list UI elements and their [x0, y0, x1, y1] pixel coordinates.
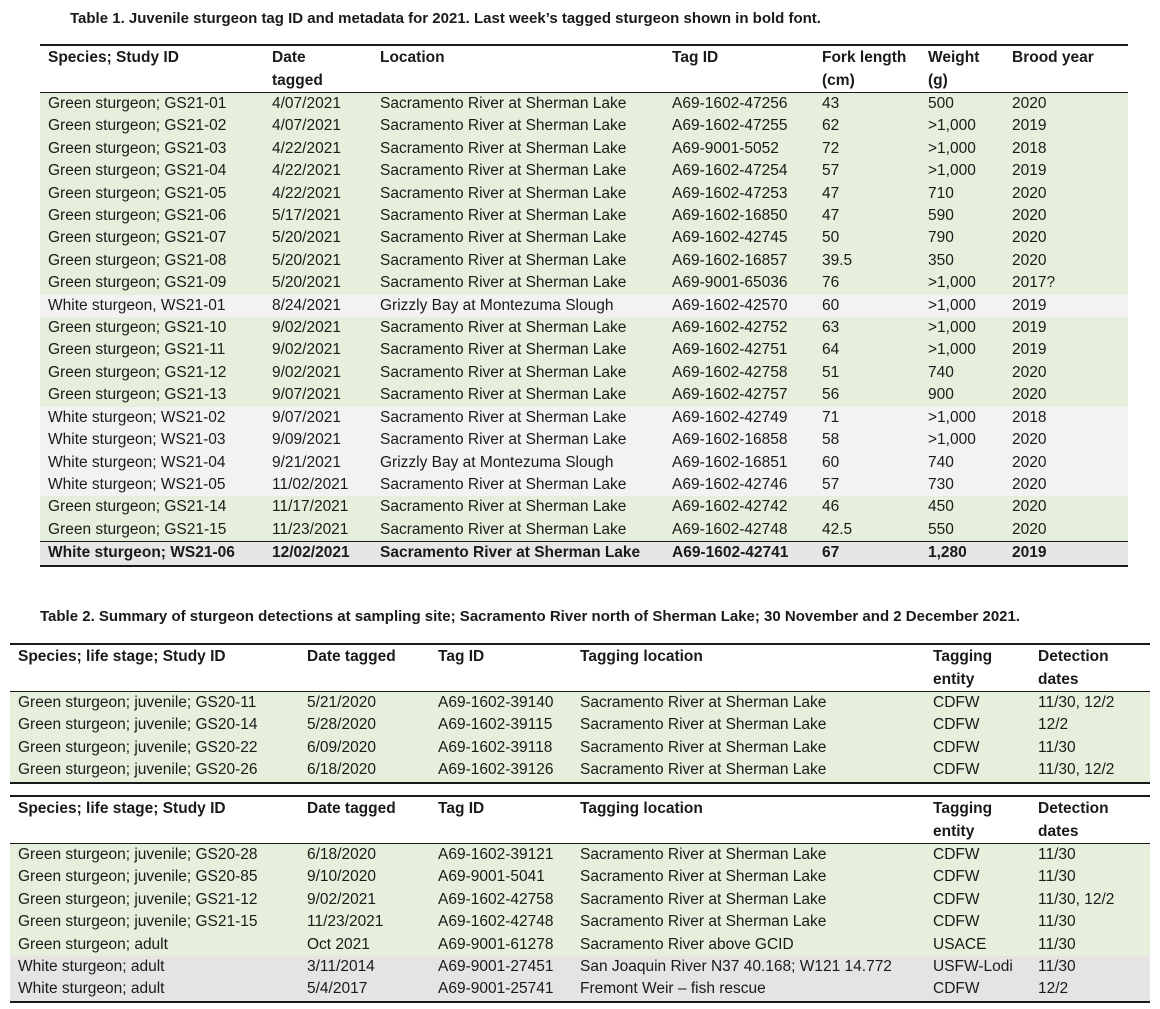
- cell-tag: A69-1602-42752: [664, 317, 814, 339]
- header-weight: Weight (g): [920, 45, 1004, 93]
- header-tagging-entity: Tagging entity: [925, 796, 1030, 844]
- cell-tag: A69-1602-47255: [664, 115, 814, 137]
- cell-fork: 43: [814, 93, 920, 116]
- cell-tag: A69-1602-16851: [664, 452, 814, 474]
- table-row: [10, 889, 1150, 911]
- cell-weight: >1,000: [920, 295, 1004, 317]
- table-row: [40, 362, 1128, 384]
- cell-fork: 56: [814, 384, 920, 406]
- cell-tag: A69-1602-42748: [664, 519, 814, 542]
- table-row: [10, 866, 1150, 888]
- table-row: [10, 759, 1150, 782]
- cell-dates: 11/30: [1030, 844, 1150, 867]
- cell-species: White sturgeon, WS21-01: [40, 295, 264, 317]
- cell-species: Green sturgeon; GS21-10: [40, 317, 264, 339]
- cell-date: 4/07/2021: [264, 93, 372, 116]
- cell-species: Green sturgeon; GS21-01: [40, 93, 264, 116]
- cell-species: Green sturgeon; GS21-08: [40, 250, 264, 272]
- cell-tag: A69-1602-39118: [430, 737, 572, 759]
- header-date-tagged: Date tagged: [299, 796, 430, 844]
- cell-weight: 1,280: [920, 542, 1004, 566]
- cell-location: Sacramento River at Sherman Lake: [372, 183, 664, 205]
- cell-species: Green sturgeon; GS21-12: [40, 362, 264, 384]
- cell-fork: 67: [814, 542, 920, 566]
- cell-weight: 590: [920, 205, 1004, 227]
- header-date-tagged: Date tagged: [299, 644, 430, 692]
- cell-species: Green sturgeon; GS21-14: [40, 496, 264, 518]
- cell-tag: A69-1602-42757: [664, 384, 814, 406]
- cell-entity: USFW-Lodi: [925, 956, 1030, 978]
- cell-date: 4/22/2021: [264, 160, 372, 182]
- cell-brood: 2020: [1004, 93, 1128, 116]
- cell-weight: >1,000: [920, 317, 1004, 339]
- cell-brood: 2020: [1004, 452, 1128, 474]
- cell-date: Oct 2021: [299, 934, 430, 956]
- cell-fork: 57: [814, 474, 920, 496]
- cell-species: Green sturgeon; GS21-15: [40, 519, 264, 542]
- cell-brood: 2017?: [1004, 272, 1128, 294]
- cell-fork: 64: [814, 339, 920, 361]
- cell-location: Sacramento River at Sherman Lake: [372, 227, 664, 249]
- cell-fork: 63: [814, 317, 920, 339]
- table-row: [10, 714, 1150, 736]
- header-species-stage: Species; life stage; Study ID: [10, 796, 299, 844]
- cell-tag: A69-1602-42746: [664, 474, 814, 496]
- cell-species: White sturgeon; WS21-05: [40, 474, 264, 496]
- table-row: [40, 429, 1128, 451]
- cell-brood: 2018: [1004, 138, 1128, 160]
- header-brood-year: Brood year: [1004, 45, 1128, 93]
- cell-species: Green sturgeon; juvenile; GS20-22: [10, 737, 299, 759]
- cell-location: Sacramento River at Sherman Lake: [372, 362, 664, 384]
- cell-tag: A69-1602-39115: [430, 714, 572, 736]
- cell-entity: USACE: [925, 934, 1030, 956]
- cell-date: 9/10/2020: [299, 866, 430, 888]
- cell-date: 5/20/2021: [264, 227, 372, 249]
- cell-location: Sacramento River at Sherman Lake: [372, 205, 664, 227]
- cell-date: 3/11/2014: [299, 956, 430, 978]
- header-tag-id: Tag ID: [430, 796, 572, 844]
- table-row: [40, 250, 1128, 272]
- cell-location: Sacramento River at Sherman Lake: [372, 160, 664, 182]
- cell-tag: A69-1602-42570: [664, 295, 814, 317]
- cell-brood: 2020: [1004, 227, 1128, 249]
- table-row: [10, 956, 1150, 978]
- table-row: [10, 978, 1150, 1001]
- cell-location: Sacramento River at Sherman Lake: [372, 474, 664, 496]
- cell-date: 9/07/2021: [264, 407, 372, 429]
- cell-date: 5/4/2017: [299, 978, 430, 1001]
- cell-weight: >1,000: [920, 160, 1004, 182]
- table-row: [40, 384, 1128, 406]
- cell-date: 4/22/2021: [264, 138, 372, 160]
- table-row: [40, 272, 1128, 294]
- cell-tag: A69-1602-16850: [664, 205, 814, 227]
- cell-fork: 72: [814, 138, 920, 160]
- header-fork-length: Fork length (cm): [814, 45, 920, 93]
- cell-location: Sacramento River at Sherman Lake: [372, 250, 664, 272]
- table-row: [40, 93, 1128, 116]
- cell-location: Sacramento River at Sherman Lake: [372, 542, 664, 566]
- cell-fork: 58: [814, 429, 920, 451]
- cell-brood: 2020: [1004, 205, 1128, 227]
- cell-brood: 2019: [1004, 542, 1128, 566]
- cell-location: Sacramento River at Sherman Lake: [372, 496, 664, 518]
- table-row: [40, 295, 1128, 317]
- cell-location: Sacramento River at Sherman Lake: [572, 844, 925, 867]
- header-tag-id: Tag ID: [430, 644, 572, 692]
- cell-date: 11/02/2021: [264, 474, 372, 496]
- cell-dates: 12/2: [1030, 714, 1150, 736]
- cell-brood: 2019: [1004, 115, 1128, 137]
- table-row: [40, 519, 1128, 542]
- cell-date: 5/20/2021: [264, 272, 372, 294]
- cell-species: White sturgeon; adult: [10, 978, 299, 1001]
- cell-date: 5/21/2020: [299, 692, 430, 715]
- cell-tag: A69-1602-42745: [664, 227, 814, 249]
- header-tagging-location: Tagging location: [572, 644, 925, 692]
- cell-dates: 12/2: [1030, 978, 1150, 1001]
- cell-weight: 500: [920, 93, 1004, 116]
- cell-date: 8/24/2021: [264, 295, 372, 317]
- cell-tag: A69-1602-42741: [664, 542, 814, 566]
- cell-tag: A69-1602-39140: [430, 692, 572, 715]
- cell-species: White sturgeon; adult: [10, 956, 299, 978]
- cell-tag: A69-1602-42749: [664, 407, 814, 429]
- cell-brood: 2020: [1004, 362, 1128, 384]
- cell-tag: A69-9001-25741: [430, 978, 572, 1001]
- cell-species: Green sturgeon; juvenile; GS20-28: [10, 844, 299, 867]
- cell-date: 11/23/2021: [264, 519, 372, 542]
- cell-location: Sacramento River at Sherman Lake: [572, 714, 925, 736]
- cell-tag: A69-9001-27451: [430, 956, 572, 978]
- table-row: [10, 692, 1150, 715]
- cell-tag: A69-1602-42758: [430, 889, 572, 911]
- cell-weight: >1,000: [920, 407, 1004, 429]
- cell-tag: A69-1602-42748: [430, 911, 572, 933]
- cell-weight: >1,000: [920, 115, 1004, 137]
- cell-date: 9/02/2021: [264, 339, 372, 361]
- cell-brood: 2019: [1004, 317, 1128, 339]
- cell-tag: A69-1602-47256: [664, 93, 814, 116]
- table-row: [40, 227, 1128, 249]
- cell-species: Green sturgeon; juvenile; GS20-85: [10, 866, 299, 888]
- table-row: [40, 183, 1128, 205]
- cell-date: 9/07/2021: [264, 384, 372, 406]
- table-row: [40, 542, 1128, 566]
- cell-location: Grizzly Bay at Montezuma Slough: [372, 452, 664, 474]
- cell-location: Sacramento River at Sherman Lake: [372, 93, 664, 116]
- cell-dates: 11/30: [1030, 737, 1150, 759]
- cell-weight: >1,000: [920, 138, 1004, 160]
- cell-tag: A69-1602-47254: [664, 160, 814, 182]
- header-tagging-entity: Tagging entity: [925, 644, 1030, 692]
- cell-species: Green sturgeon; juvenile; GS21-15: [10, 911, 299, 933]
- header-detection-dates: Detection dates: [1030, 796, 1150, 844]
- cell-tag: A69-1602-47253: [664, 183, 814, 205]
- header-species: Species; Study ID: [40, 45, 264, 93]
- cell-date: 9/02/2021: [264, 362, 372, 384]
- cell-species: Green sturgeon; GS21-07: [40, 227, 264, 249]
- cell-dates: 11/30: [1030, 956, 1150, 978]
- cell-entity: CDFW: [925, 692, 1030, 715]
- cell-fork: 39.5: [814, 250, 920, 272]
- cell-species: Green sturgeon; GS21-02: [40, 115, 264, 137]
- cell-entity: CDFW: [925, 889, 1030, 911]
- cell-location: Sacramento River at Sherman Lake: [372, 519, 664, 542]
- detections-table-part1: [10, 643, 1150, 784]
- cell-location: Sacramento River at Sherman Lake: [572, 759, 925, 782]
- table-row: [40, 317, 1128, 339]
- table-row: [40, 138, 1128, 160]
- table-row: [40, 115, 1128, 137]
- cell-date: 4/22/2021: [264, 183, 372, 205]
- cell-tag: A69-1602-39126: [430, 759, 572, 782]
- cell-weight: 790: [920, 227, 1004, 249]
- cell-location: Sacramento River at Sherman Lake: [372, 407, 664, 429]
- cell-dates: 11/30, 12/2: [1030, 692, 1150, 715]
- cell-brood: 2019: [1004, 339, 1128, 361]
- cell-location: Sacramento River at Sherman Lake: [572, 889, 925, 911]
- cell-location: Sacramento River at Sherman Lake: [372, 339, 664, 361]
- header-tag-id: Tag ID: [664, 45, 814, 93]
- cell-weight: >1,000: [920, 429, 1004, 451]
- cell-entity: CDFW: [925, 844, 1030, 867]
- cell-fork: 60: [814, 452, 920, 474]
- cell-date: 9/02/2021: [299, 889, 430, 911]
- tag-metadata-table: [40, 44, 1128, 567]
- table-row: [40, 474, 1128, 496]
- cell-brood: 2020: [1004, 496, 1128, 518]
- cell-fork: 42.5: [814, 519, 920, 542]
- cell-species: Green sturgeon; GS21-06: [40, 205, 264, 227]
- header-species-stage: Species; life stage; Study ID: [10, 644, 299, 692]
- table1-caption: Table 1. Juvenile sturgeon tag ID and metadata for 2021. Last week’s tagged sturgeon shown in bold font.: [70, 10, 821, 27]
- header-tagging-location: Tagging location: [572, 796, 925, 844]
- cell-tag: A69-9001-5052: [664, 138, 814, 160]
- cell-species: Green sturgeon; GS21-13: [40, 384, 264, 406]
- cell-brood: 2018: [1004, 407, 1128, 429]
- cell-weight: 900: [920, 384, 1004, 406]
- cell-species: Green sturgeon; GS21-03: [40, 138, 264, 160]
- cell-entity: CDFW: [925, 978, 1030, 1001]
- cell-tag: A69-9001-5041: [430, 866, 572, 888]
- cell-date: 12/02/2021: [264, 542, 372, 566]
- header-detection-dates: Detection dates: [1030, 644, 1150, 692]
- table-row: [10, 934, 1150, 956]
- cell-brood: 2020: [1004, 384, 1128, 406]
- cell-tag: A69-9001-61278: [430, 934, 572, 956]
- cell-fork: 51: [814, 362, 920, 384]
- header-date-tagged: Date tagged: [264, 45, 372, 93]
- cell-date: 9/09/2021: [264, 429, 372, 451]
- table-row: [40, 452, 1128, 474]
- table-row: [40, 205, 1128, 227]
- cell-fork: 76: [814, 272, 920, 294]
- cell-entity: CDFW: [925, 737, 1030, 759]
- cell-fork: 46: [814, 496, 920, 518]
- cell-date: 5/17/2021: [264, 205, 372, 227]
- cell-species: Green sturgeon; GS21-11: [40, 339, 264, 361]
- cell-location: Sacramento River at Sherman Lake: [372, 429, 664, 451]
- cell-date: 11/23/2021: [299, 911, 430, 933]
- cell-species: Green sturgeon; GS21-04: [40, 160, 264, 182]
- cell-entity: CDFW: [925, 911, 1030, 933]
- cell-species: Green sturgeon; juvenile; GS20-14: [10, 714, 299, 736]
- cell-entity: CDFW: [925, 759, 1030, 782]
- cell-tag: A69-1602-42758: [664, 362, 814, 384]
- table-row: [40, 160, 1128, 182]
- cell-brood: 2019: [1004, 160, 1128, 182]
- cell-brood: 2020: [1004, 519, 1128, 542]
- cell-tag: A69-1602-42751: [664, 339, 814, 361]
- cell-brood: 2019: [1004, 295, 1128, 317]
- cell-species: Green sturgeon; juvenile; GS20-26: [10, 759, 299, 782]
- detections-table-part2: [10, 795, 1150, 1003]
- cell-fork: 47: [814, 183, 920, 205]
- cell-fork: 57: [814, 160, 920, 182]
- cell-dates: 11/30, 12/2: [1030, 889, 1150, 911]
- cell-location: Sacramento River at Sherman Lake: [372, 317, 664, 339]
- cell-species: Green sturgeon; juvenile; GS20-11: [10, 692, 299, 715]
- cell-tag: A69-1602-16858: [664, 429, 814, 451]
- cell-tag: A69-1602-16857: [664, 250, 814, 272]
- cell-species: Green sturgeon; GS21-05: [40, 183, 264, 205]
- table-row: [40, 496, 1128, 518]
- cell-location: Fremont Weir – fish rescue: [572, 978, 925, 1001]
- cell-fork: 60: [814, 295, 920, 317]
- cell-species: Green sturgeon; juvenile; GS21-12: [10, 889, 299, 911]
- table-row: [40, 407, 1128, 429]
- cell-brood: 2020: [1004, 429, 1128, 451]
- cell-date: 5/20/2021: [264, 250, 372, 272]
- cell-date: 9/21/2021: [264, 452, 372, 474]
- cell-brood: 2020: [1004, 250, 1128, 272]
- cell-weight: 740: [920, 452, 1004, 474]
- cell-location: Sacramento River at Sherman Lake: [372, 272, 664, 294]
- cell-weight: 350: [920, 250, 1004, 272]
- cell-fork: 50: [814, 227, 920, 249]
- cell-weight: 550: [920, 519, 1004, 542]
- cell-location: Grizzly Bay at Montezuma Slough: [372, 295, 664, 317]
- table2b-header-row: [10, 796, 1150, 844]
- cell-species: White sturgeon; WS21-04: [40, 452, 264, 474]
- cell-entity: CDFW: [925, 866, 1030, 888]
- cell-date: 6/18/2020: [299, 844, 430, 867]
- cell-location: Sacramento River at Sherman Lake: [572, 911, 925, 933]
- cell-entity: CDFW: [925, 714, 1030, 736]
- cell-date: 4/07/2021: [264, 115, 372, 137]
- cell-fork: 47: [814, 205, 920, 227]
- cell-weight: 450: [920, 496, 1004, 518]
- cell-location: Sacramento River at Sherman Lake: [572, 692, 925, 715]
- cell-weight: >1,000: [920, 272, 1004, 294]
- table-row: [10, 911, 1150, 933]
- cell-dates: 11/30, 12/2: [1030, 759, 1150, 782]
- cell-location: Sacramento River above GCID: [572, 934, 925, 956]
- cell-date: 11/17/2021: [264, 496, 372, 518]
- cell-location: Sacramento River at Sherman Lake: [372, 115, 664, 137]
- cell-weight: >1,000: [920, 339, 1004, 361]
- cell-species: Green sturgeon; GS21-09: [40, 272, 264, 294]
- cell-tag: A69-1602-42742: [664, 496, 814, 518]
- cell-dates: 11/30: [1030, 911, 1150, 933]
- cell-date: 6/18/2020: [299, 759, 430, 782]
- table-row: [10, 737, 1150, 759]
- cell-date: 9/02/2021: [264, 317, 372, 339]
- cell-species: White sturgeon; WS21-06: [40, 542, 264, 566]
- cell-location: San Joaquin River N37 40.168; W121 14.772: [572, 956, 925, 978]
- cell-location: Sacramento River at Sherman Lake: [572, 866, 925, 888]
- cell-tag: A69-9001-65036: [664, 272, 814, 294]
- cell-location: Sacramento River at Sherman Lake: [572, 737, 925, 759]
- cell-tag: A69-1602-39121: [430, 844, 572, 867]
- cell-location: Sacramento River at Sherman Lake: [372, 384, 664, 406]
- table1-header-row: [40, 45, 1128, 93]
- cell-brood: 2020: [1004, 474, 1128, 496]
- table2-caption: Table 2. Summary of sturgeon detections at sampling site; Sacramento River north of Sherman Lake; 30 November and 2 December 2021.: [40, 608, 1021, 625]
- cell-date: 6/09/2020: [299, 737, 430, 759]
- cell-dates: 11/30: [1030, 934, 1150, 956]
- cell-fork: 62: [814, 115, 920, 137]
- table2a-header-row: [10, 644, 1150, 692]
- cell-species: White sturgeon; WS21-03: [40, 429, 264, 451]
- cell-brood: 2020: [1004, 183, 1128, 205]
- table-row: [10, 844, 1150, 867]
- cell-weight: 740: [920, 362, 1004, 384]
- header-location: Location: [372, 45, 664, 93]
- cell-dates: 11/30: [1030, 866, 1150, 888]
- cell-fork: 71: [814, 407, 920, 429]
- cell-weight: 730: [920, 474, 1004, 496]
- cell-species: White sturgeon; WS21-02: [40, 407, 264, 429]
- cell-location: Sacramento River at Sherman Lake: [372, 138, 664, 160]
- cell-date: 5/28/2020: [299, 714, 430, 736]
- cell-species: Green sturgeon; adult: [10, 934, 299, 956]
- cell-weight: 710: [920, 183, 1004, 205]
- table-row: [40, 339, 1128, 361]
